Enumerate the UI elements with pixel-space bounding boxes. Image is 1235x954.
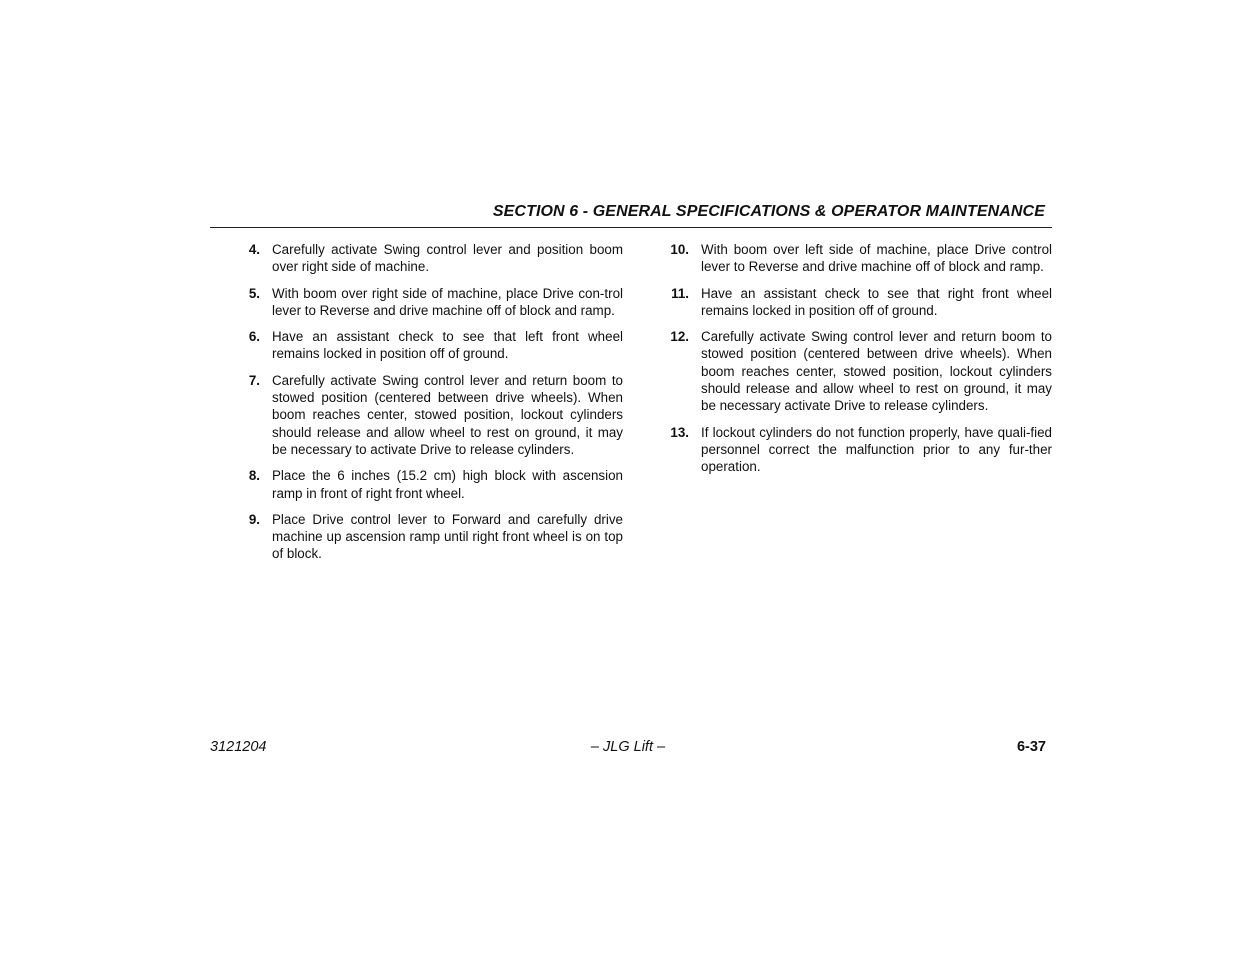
section-title: SECTION 6 - GENERAL SPECIFICATIONS & OPERATOR MAINTENANCE bbox=[492, 203, 1045, 220]
step-item bbox=[236, 285, 623, 320]
step-item bbox=[662, 241, 1052, 276]
step-item bbox=[236, 467, 623, 502]
step-item bbox=[236, 511, 623, 563]
page-footer bbox=[210, 739, 1046, 759]
step-text: Place the 6 inches (15.2 cm) high block with ascension ramp in front of right front wheel. bbox=[272, 468, 623, 501]
step-text: Carefully activate Swing control lever and position boom over right side of machine. bbox=[272, 242, 623, 275]
step-number: 6. bbox=[248, 329, 260, 345]
step-item bbox=[662, 424, 1052, 476]
step-item bbox=[236, 241, 623, 276]
step-number: 8. bbox=[248, 468, 260, 484]
steps-left-column bbox=[236, 241, 623, 572]
step-text: If lockout cylinders do not function properly, have quali-fied personnel correct the malfunction prior to any fur-ther operation. bbox=[701, 424, 1052, 475]
step-text: Carefully activate Swing control lever and return boom to stowed position (centered between drive wheels). When boom reaches center, stowed position, lockout cylinders should release and allow wheel to rest on ground, it may be necessary to activate Drive to release cylinders. bbox=[272, 372, 623, 457]
step-number: 5. bbox=[248, 285, 260, 301]
steps-right-column bbox=[662, 241, 1052, 485]
document-number: 3121204 bbox=[210, 739, 267, 755]
step-text: Carefully activate Swing control lever and return boom to stowed position (centered between drive wheels). When boom reaches center, stowed position, lockout cylinders should release and allow wheel to rest on ground, it may be necessary activate Drive to release cylinders. bbox=[701, 329, 1052, 414]
step-number: 7. bbox=[248, 372, 260, 388]
step-number: 13. bbox=[670, 424, 689, 440]
publisher-name: – JLG Lift – bbox=[590, 739, 666, 755]
step-item bbox=[662, 285, 1052, 320]
step-text: Have an assistant check to see that right front wheel remains locked in position off of ground. bbox=[701, 285, 1052, 318]
step-item bbox=[662, 328, 1052, 414]
step-number: 12. bbox=[670, 329, 689, 345]
step-number: 11. bbox=[671, 285, 689, 301]
step-text: Have an assistant check to see that left front wheel remains locked in position off of ground. bbox=[272, 329, 623, 362]
step-number: 9. bbox=[248, 511, 260, 527]
step-number: 4. bbox=[248, 242, 260, 257]
step-item bbox=[236, 372, 623, 458]
step-number: 10. bbox=[670, 242, 689, 257]
step-text: With boom over right side of machine, place Drive con-trol lever to Reverse and drive machine off of block and ramp. bbox=[272, 285, 623, 318]
step-text: With boom over left side of machine, place Drive control lever to Reverse and drive machine off of block and ramp. bbox=[701, 242, 1052, 275]
step-text: Place Drive control lever to Forward and carefully drive machine up ascension ramp until right front wheel is on top of block. bbox=[272, 511, 623, 562]
step-item bbox=[236, 328, 623, 363]
section-header bbox=[210, 201, 1052, 228]
page-number: 6-37 bbox=[1016, 739, 1046, 755]
